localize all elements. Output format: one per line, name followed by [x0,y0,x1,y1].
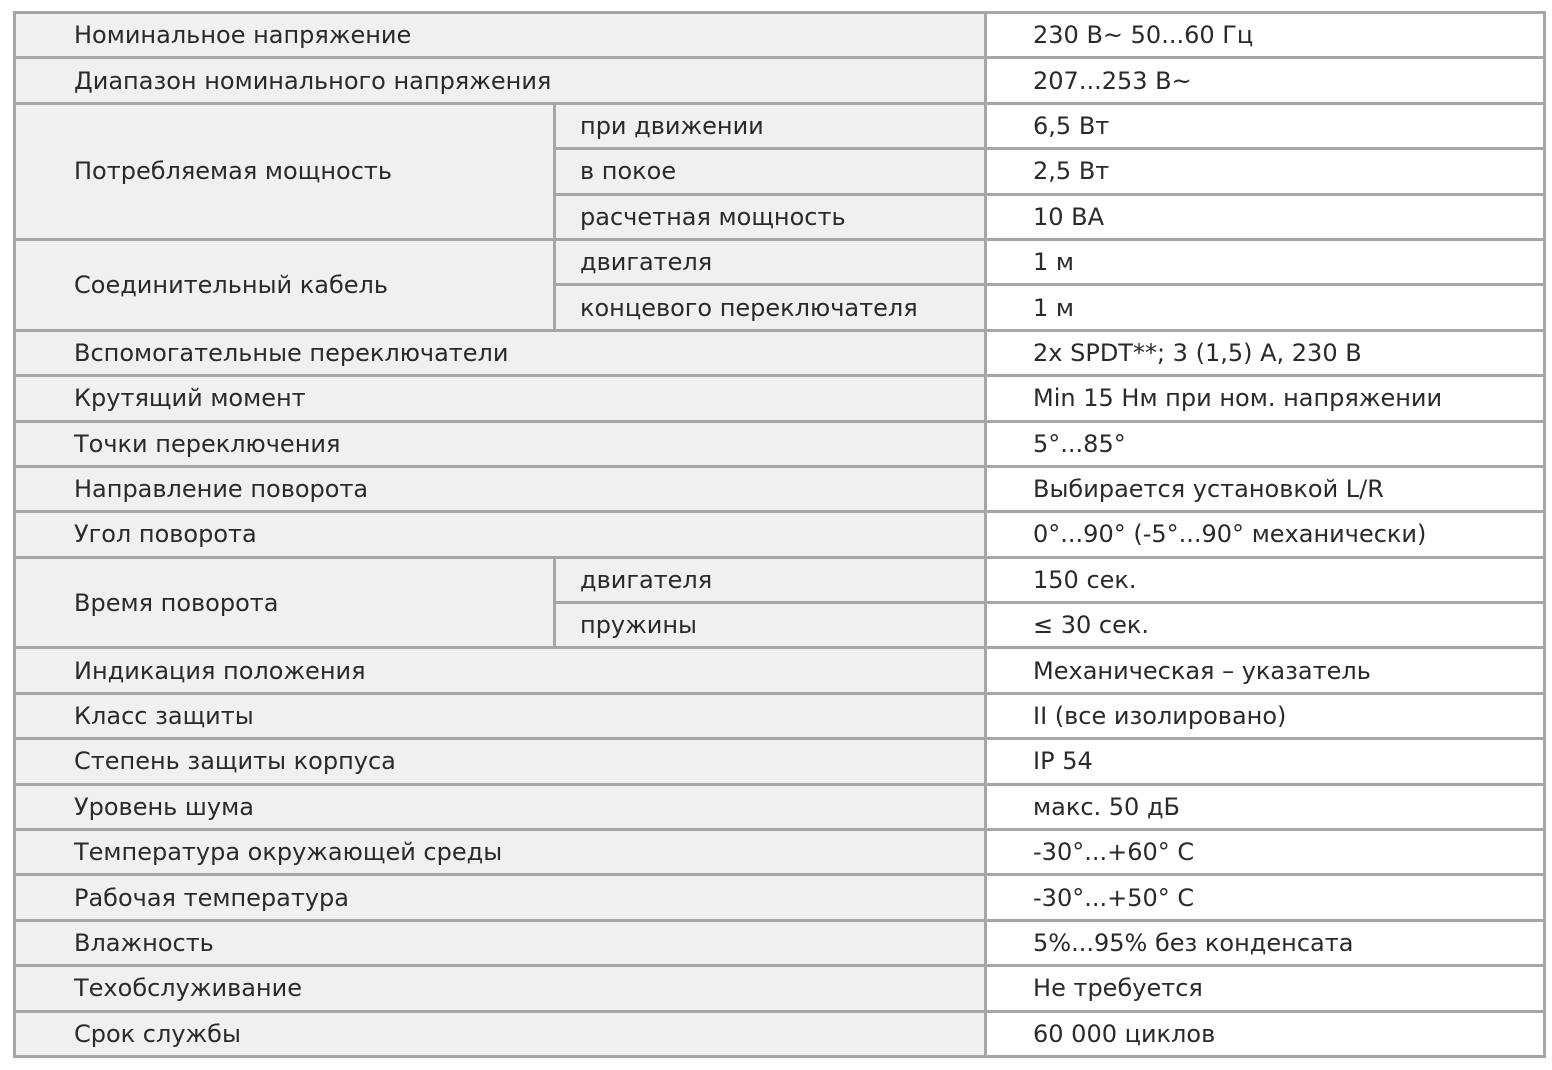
param-value: 1 м [986,239,1545,284]
param-sublabel: концевого переключателя [555,285,986,330]
param-value: II (все изолировано) [986,693,1545,738]
param-label: Номинальное напряжение [15,13,986,58]
table-row [15,920,1545,965]
param-sublabel: пружины [555,603,986,648]
param-value: макс. 50 дБ [986,784,1545,829]
param-label: Время поворота [15,557,555,648]
param-sublabel: двигателя [555,239,986,284]
table-row [15,103,1545,148]
param-label: Температура окружающей среды [15,830,986,875]
spec-table [13,11,1546,1058]
param-value: Выбирается установкой L/R [986,466,1545,511]
param-value: 5%...95% без конденсата [986,920,1545,965]
param-value: Не требуется [986,966,1545,1011]
table-row [15,1011,1545,1056]
table-row [15,784,1545,829]
table-row [15,557,1545,602]
param-value: Механическая – указатель [986,648,1545,693]
spec-table-body [15,13,1545,1057]
table-row [15,13,1545,58]
table-row [15,693,1545,738]
param-value: -30°...+50° С [986,875,1545,920]
table-row [15,421,1545,466]
param-value: 150 сек. [986,557,1545,602]
param-value: Min 15 Нм при ном. напряжении [986,376,1545,421]
param-label: Срок службы [15,1011,986,1056]
table-row [15,376,1545,421]
table-row [15,875,1545,920]
param-sublabel: двигателя [555,557,986,602]
param-value: 60 000 циклов [986,1011,1545,1056]
table-row [15,239,1545,284]
param-value: 207...253 В~ [986,58,1545,103]
param-label: Индикация положения [15,648,986,693]
param-label: Уровень шума [15,784,986,829]
param-label: Вспомогательные переключатели [15,330,986,375]
param-value: 10 ВА [986,194,1545,239]
param-sublabel: расчетная мощность [555,194,986,239]
param-label: Рабочая температура [15,875,986,920]
param-value: 0°...90° (-5°...90° механически) [986,512,1545,557]
param-label: Соединительный кабель [15,239,555,330]
param-value: 6,5 Вт [986,103,1545,148]
table-row [15,966,1545,1011]
param-label: Степень защиты корпуса [15,739,986,784]
param-value: 5°...85° [986,421,1545,466]
table-row [15,58,1545,103]
param-label: Направление поворота [15,466,986,511]
param-sublabel: в покое [555,149,986,194]
param-label: Угол поворота [15,512,986,557]
param-label: Влажность [15,920,986,965]
param-value: ≤ 30 сек. [986,603,1545,648]
param-value: IP 54 [986,739,1545,784]
param-label: Крутящий момент [15,376,986,421]
param-label: Диапазон номинального напряжения [15,58,986,103]
param-label: Класс защиты [15,693,986,738]
param-label: Потребляемая мощность [15,103,555,239]
param-value: 1 м [986,285,1545,330]
table-row [15,830,1545,875]
param-value: 2,5 Вт [986,149,1545,194]
table-row [15,330,1545,375]
param-sublabel: при движении [555,103,986,148]
table-row [15,466,1545,511]
table-row [15,648,1545,693]
table-row [15,512,1545,557]
table-row [15,739,1545,784]
param-label: Техобслуживание [15,966,986,1011]
param-value: 230 В~ 50...60 Гц [986,13,1545,58]
param-label: Точки переключения [15,421,986,466]
param-value: -30°...+60° С [986,830,1545,875]
param-value: 2x SPDT**; 3 (1,5) А, 230 В [986,330,1545,375]
